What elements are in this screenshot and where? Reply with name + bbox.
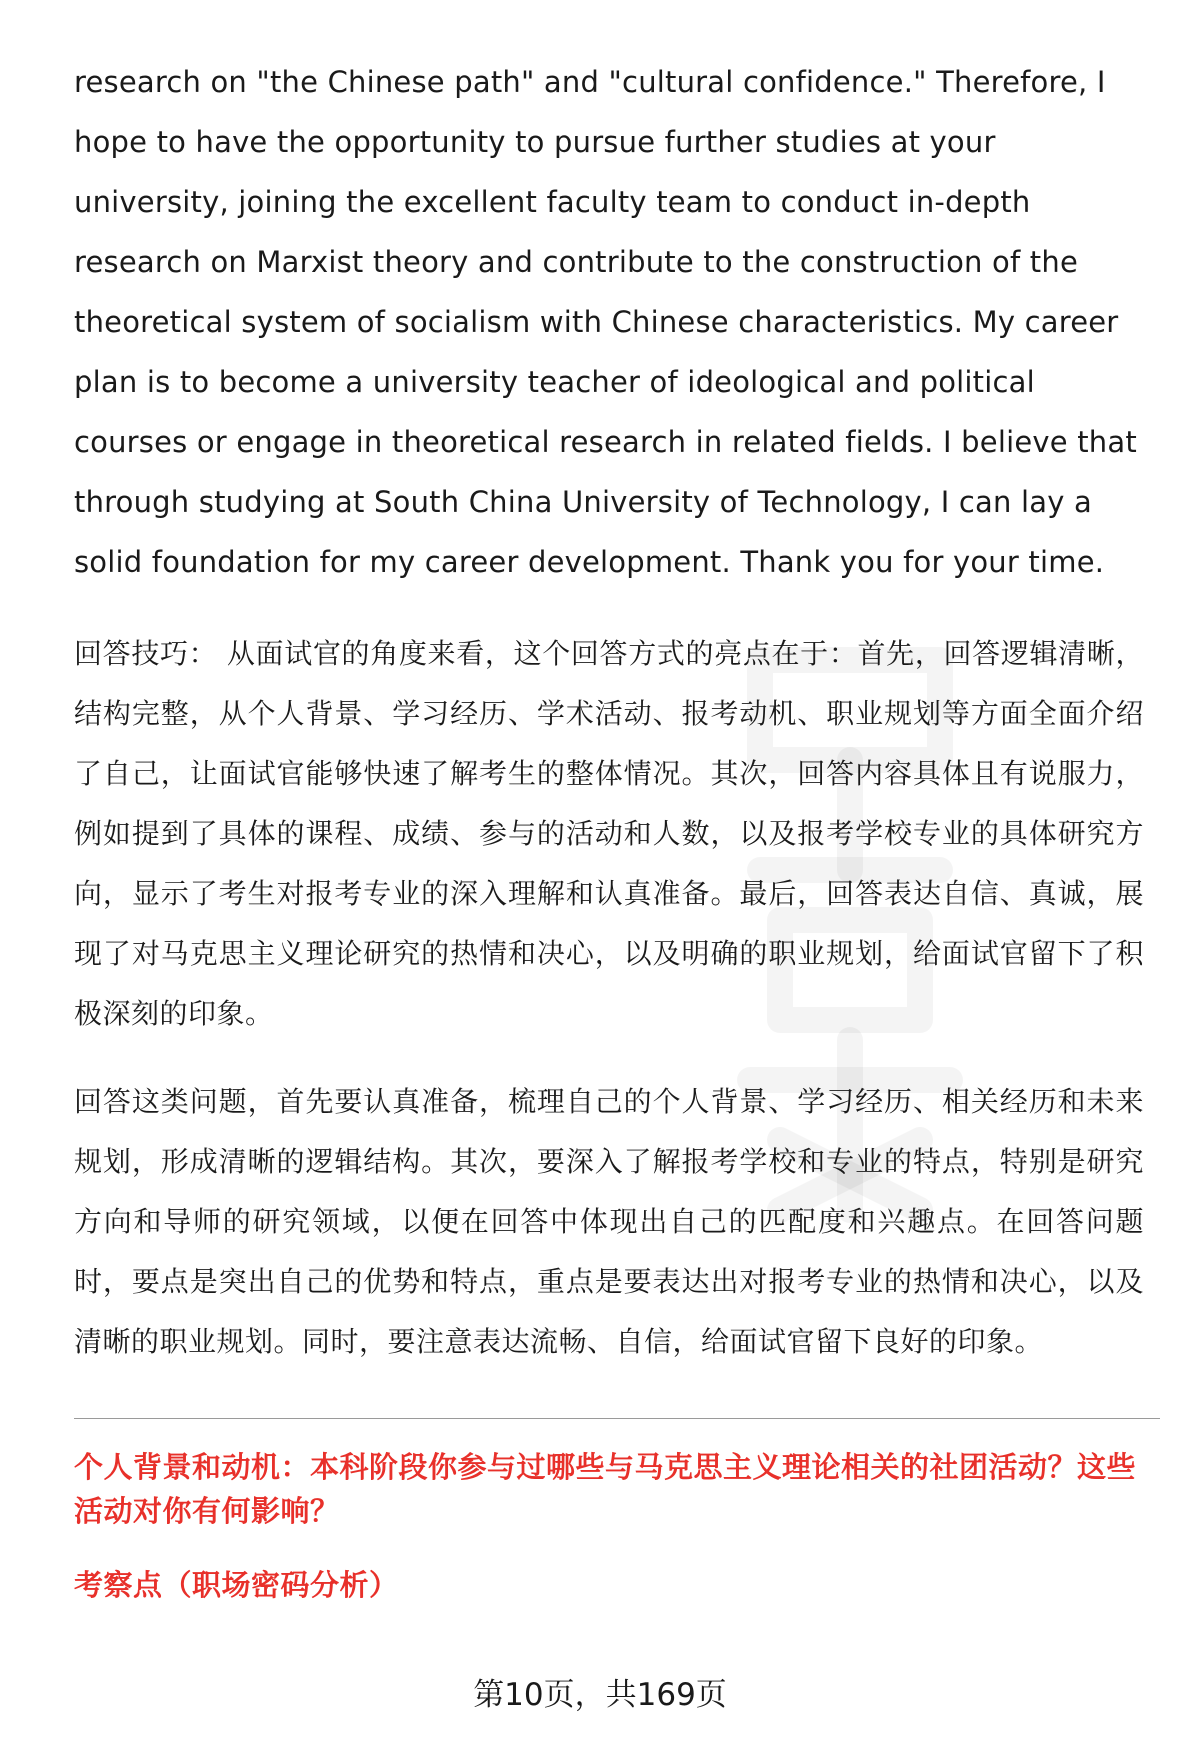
english-answer-paragraph: research on "the Chinese path" and "cultural confidence." Therefore, I hope to have the opportunity to pursue further studies at your university, joining the excellent faculty team to conduct in-depth research on Marxist theory and contribute to the construction of the theoretical system of socialism with Chinese characteristics. My career plan is to become a university teacher of ideological and political courses or engage in theoretical research in related fields. I believe that through studying at South China University of Technology, I can lay a solid foundation for my career development. Thank you for your time. <box>74 65 1137 579</box>
assessment-point-heading: 考察点（职场密码分析） <box>74 1568 399 1602</box>
interview-question-heading: 个人背景和动机：本科阶段你参与过哪些与马克思主义理论相关的社团活动？这些活动对你有何影响？ <box>74 1450 1137 1528</box>
answer-advice-paragraph: 回答这类问题，首先要认真准备，梳理自己的个人背景、学习经历、相关经历和未来规划，形成清晰的逻辑结构。其次，要深入了解报考学校和专业的特点，特别是研究方向和导师的研究领域，以便在回答中体现出自己的匹配度和兴趣点。在回答问题时，要点是突出自己的优势和特点，重点是要表达出对报考专业的热情和决心，以及清晰的职业规划。同时，要注意表达流畅、自信，给面试官留下良好的印象。 <box>74 1085 1144 1358</box>
page-number-footer: 第10页，共169页 <box>473 1677 727 1713</box>
section-divider <box>74 1418 1160 1419</box>
answer-tips-paragraph: 回答技巧： 从面试官的角度来看，这个回答方式的亮点在于：首先，回答逻辑清晰，结构完整，从个人背景、学习经历、学术活动、报考动机、职业规划等方面全面介绍了自己，让面试官能够快速了解考生的整体情况。其次，回答内容具体且有说服力，例如提到了具体的课程、成绩、参与的活动和人数，以及报考学校专业的具体研究方向，显示了考生对报考专业的深入理解和认真准备。最后，回答表达自信、真诚，展现了对马克思主义理论研究的热情和决心，以及明确的职业规划，给面试官留下了积极深刻的印象。 <box>74 637 1144 1030</box>
content-area <box>74 52 1144 1607</box>
